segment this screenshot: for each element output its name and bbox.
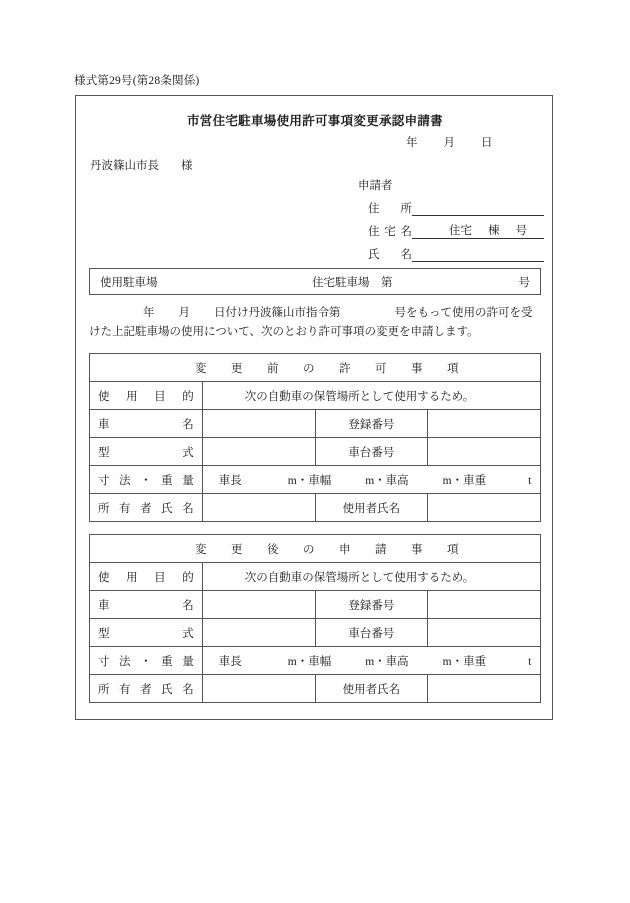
dim-length-label: 車長	[218, 474, 242, 487]
dimension-field[interactable]	[202, 647, 540, 675]
applicant-heading: 申請者	[358, 180, 393, 192]
house-number-label: 号	[515, 225, 527, 237]
dim-width-label: m・車幅	[287, 474, 332, 487]
chassis-no-field[interactable]	[428, 619, 541, 647]
applicant-house-label: 住宅名	[368, 226, 412, 238]
owner-name-label: 所有者氏名	[90, 675, 203, 703]
hdr-char: 事	[411, 543, 423, 556]
table-row	[90, 675, 541, 703]
dim-weight-label: m・車重	[442, 655, 487, 668]
dim-unit-label: t	[528, 655, 532, 668]
table-row	[90, 466, 541, 494]
parking-lot-label: 使用駐車場	[100, 277, 158, 289]
date-line	[406, 134, 493, 150]
user-name-label: 使用者氏名	[315, 675, 428, 703]
addressee	[90, 157, 193, 173]
date-day-label: 日	[481, 137, 493, 149]
hdr-char: の	[303, 543, 315, 556]
dimension-label: 寸法・重量	[90, 466, 203, 494]
applicant-block	[352, 177, 544, 262]
dimension-field[interactable]	[202, 466, 540, 494]
hdr-char: 項	[447, 362, 459, 375]
table-row	[90, 591, 541, 619]
car-name-label: 車名	[90, 410, 203, 438]
addressee-name: 丹波篠山市長	[90, 160, 159, 172]
house-building-label: 棟	[488, 225, 500, 237]
dim-width-label: m・車幅	[287, 655, 332, 668]
hdr-char: 後	[267, 543, 279, 556]
dim-length-label: 車長	[218, 655, 242, 668]
chassis-no-label: 車台番号	[315, 438, 428, 466]
applicant-name-field[interactable]	[412, 247, 544, 262]
table-row	[90, 410, 541, 438]
date-month-label: 月	[443, 137, 455, 149]
hdr-char: 更	[231, 543, 243, 556]
hdr-char: 変	[195, 543, 207, 556]
user-name-field[interactable]	[428, 675, 541, 703]
chassis-no-field[interactable]	[428, 438, 541, 466]
dim-unit-label: t	[528, 474, 532, 487]
form-code-label: 様式第29号(第28条関係)	[74, 75, 200, 87]
hdr-char: の	[303, 362, 315, 375]
owner-name-field[interactable]	[202, 675, 315, 703]
applicant-name-label: 氏名	[368, 249, 412, 261]
document-frame	[75, 95, 553, 720]
table-before-change	[89, 353, 541, 522]
user-name-field[interactable]	[428, 494, 541, 522]
applicant-address-field[interactable]	[412, 201, 544, 216]
dim-height-label: m・車高	[365, 655, 409, 668]
table-row	[90, 563, 541, 591]
table-row	[90, 494, 541, 522]
purpose-value: 次の自動車の保管場所として使用するため。	[202, 563, 540, 591]
body-order-end: 号をもって使用の許可を受	[394, 307, 533, 319]
car-name-field[interactable]	[202, 591, 315, 619]
chassis-no-label: 車台番号	[315, 619, 428, 647]
applicant-house-row	[352, 223, 544, 239]
page-title: 市営住宅駐車場使用許可事項変更承認申請書	[186, 114, 443, 128]
table-row	[90, 535, 541, 563]
table-before-header	[90, 354, 541, 382]
model-label: 型式	[90, 619, 203, 647]
house-word-label: 住宅	[449, 225, 472, 237]
body-line-2: けた上記駐車場の使用について、次のとおり許可事項の変更を申請します。	[89, 326, 479, 338]
dim-height-label: m・車高	[365, 474, 409, 487]
hdr-char: 申	[339, 543, 351, 556]
body-month-label: 月	[178, 307, 190, 319]
body-year-label: 年	[143, 307, 155, 319]
table-row	[90, 382, 541, 410]
applicant-address-label: 住所	[368, 203, 412, 215]
body-paragraph	[89, 304, 541, 342]
parking-lot-value[interactable]: 住宅駐車場 第	[312, 277, 393, 289]
user-name-label: 使用者氏名	[315, 494, 428, 522]
table-row	[90, 647, 541, 675]
hdr-char: 前	[267, 362, 279, 375]
table-row	[90, 354, 541, 382]
hdr-char: 請	[375, 543, 387, 556]
model-field[interactable]	[202, 619, 315, 647]
body-order-text: 日付け丹波篠山市指令第	[214, 307, 341, 319]
parking-lot-unit: 号	[518, 277, 530, 289]
registration-no-field[interactable]	[428, 591, 541, 619]
applicant-house-field[interactable]	[412, 224, 544, 239]
hdr-char: 更	[231, 362, 243, 375]
dim-weight-label: m・車重	[442, 474, 487, 487]
registration-no-field[interactable]	[428, 410, 541, 438]
model-label: 型式	[90, 438, 203, 466]
car-name-label: 車名	[90, 591, 203, 619]
date-year-label: 年	[406, 137, 418, 149]
car-name-field[interactable]	[202, 410, 315, 438]
hdr-char: 可	[375, 362, 387, 375]
owner-name-label: 所有者氏名	[90, 494, 203, 522]
owner-name-field[interactable]	[202, 494, 315, 522]
table-row	[90, 619, 541, 647]
hdr-char: 項	[447, 543, 459, 556]
registration-no-label: 登録番号	[315, 410, 428, 438]
hdr-char: 許	[339, 362, 351, 375]
table-row	[90, 438, 541, 466]
purpose-value: 次の自動車の保管場所として使用するため。	[202, 382, 540, 410]
registration-no-label: 登録番号	[315, 591, 428, 619]
applicant-address-row	[352, 200, 544, 216]
addressee-honorific: 様	[181, 160, 193, 172]
dimension-label: 寸法・重量	[90, 647, 203, 675]
table-after-change	[89, 534, 541, 703]
purpose-label: 使用目的	[90, 563, 203, 591]
table-after-header	[90, 535, 541, 563]
applicant-name-row	[352, 246, 544, 262]
model-field[interactable]	[202, 438, 315, 466]
hdr-char: 事	[411, 362, 423, 375]
purpose-label: 使用目的	[90, 382, 203, 410]
parking-lot-box	[89, 268, 541, 295]
hdr-char: 変	[195, 362, 207, 375]
